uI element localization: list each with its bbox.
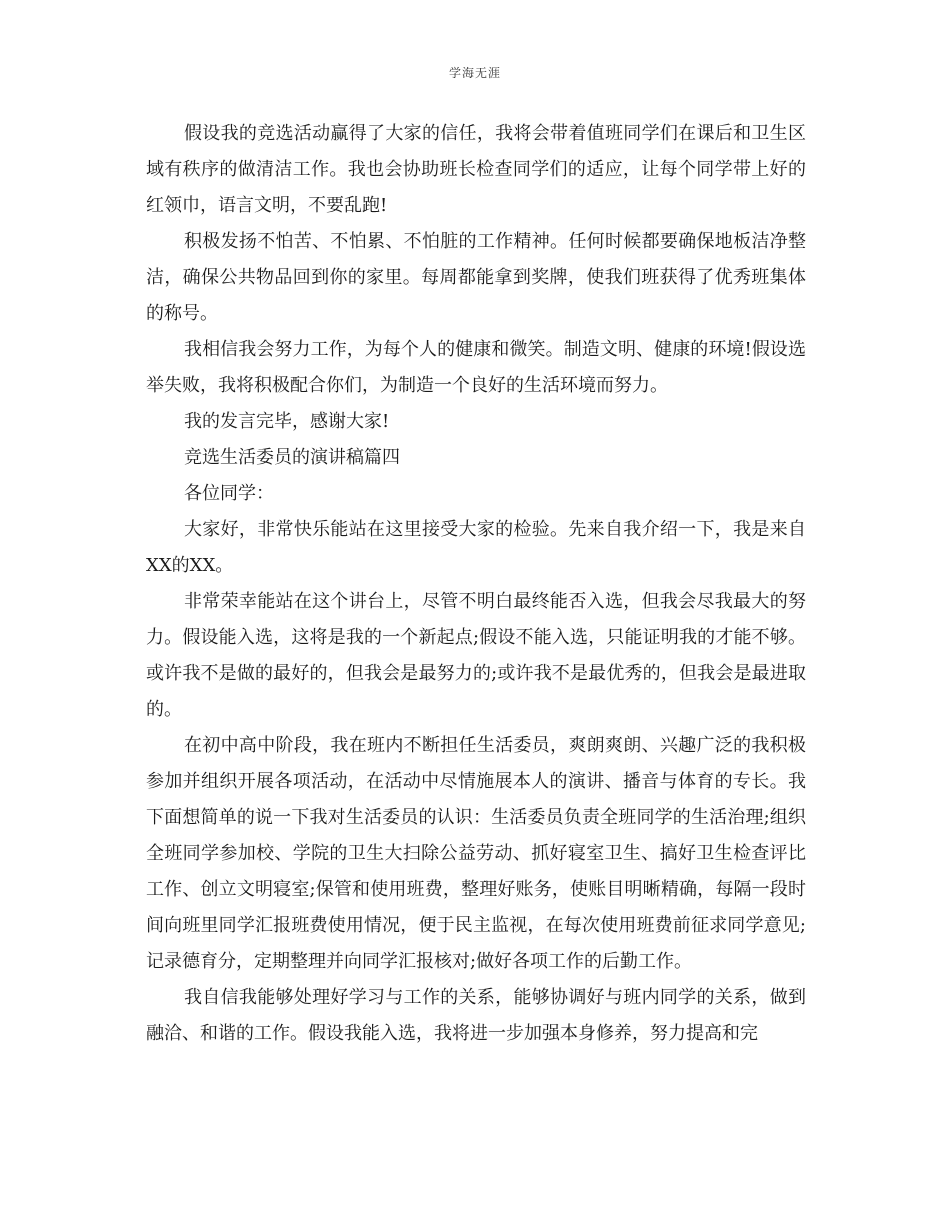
paragraph: 我的发言完毕，感谢大家! bbox=[184, 411, 390, 432]
salutation: 各位同学： bbox=[184, 483, 274, 504]
section-heading: 竞选生活委员的演讲稿篇四 bbox=[184, 447, 400, 468]
paragraph: 在初中高中阶段，我在班内不断担任生活委员，爽朗爽朗、兴趣广泛的我积极参加并组织开展各项活动，在活动中尽情施展本人的演讲、播音与体育的专长。我下面想简单的说一下我对生活委员的认识：生活委员负责全班同学的生活治理;组织全班同学参加校、学院的卫生大扫除公益劳动、抓好寝室卫生、搞好卫生检查评比工作、创立文明寝室;保管和使用班费，整理好账务，使账目明晰精确，每隔一段时间向班里同学汇报班费使用情况，便于民主监视，在每次使用班费前征求同学意见;记录德育分，定期整理并向同学汇报核对;做好各项工作的后勤工作。 bbox=[146, 735, 806, 972]
paragraph: 非常荣幸能站在这个讲台上，尽管不明白最终能否入选，但我会尽我最大的努力。假设能入选，这将是我的一个新起点;假设不能入选，只能证明我的才能不够。或许我不是做的最好的，但我会是最努力的;或许我不是最优秀的，但我会是最进取的。 bbox=[146, 591, 806, 720]
paragraph: 积极发扬不怕苦、不怕累、不怕脏的工作精神。任何时候都要确保地板洁净整洁，确保公共物品回到你的家里。每周都能拿到奖牌，使我们班获得了优秀班集体的称号。 bbox=[146, 231, 806, 324]
document-body bbox=[146, 116, 806, 1052]
page-header: 学海无涯 bbox=[448, 66, 501, 80]
paragraph: 我相信我会努力工作，为每个人的健康和微笑。制造文明、健康的环境!假设选举失败，我将积极配合你们，为制造一个良好的生活环境而努力。 bbox=[146, 339, 806, 396]
paragraph: 大家好，非常快乐能站在这里接受大家的检验。先来自我介绍一下，我是来自XX的XX。 bbox=[146, 519, 806, 576]
paragraph: 假设我的竞选活动赢得了大家的信任，我将会带着值班同学们在课后和卫生区域有秩序的做清洁工作。我也会协助班长检查同学们的适应，让每个同学带上好的红领巾，语言文明，不要乱跑! bbox=[146, 123, 806, 216]
paragraph: 我自信我能够处理好学习与工作的关系，能够协调好与班内同学的关系，做到融洽、和谐的工作。假设我能入选，我将进一步加强本身修养，努力提高和完 bbox=[146, 987, 806, 1044]
